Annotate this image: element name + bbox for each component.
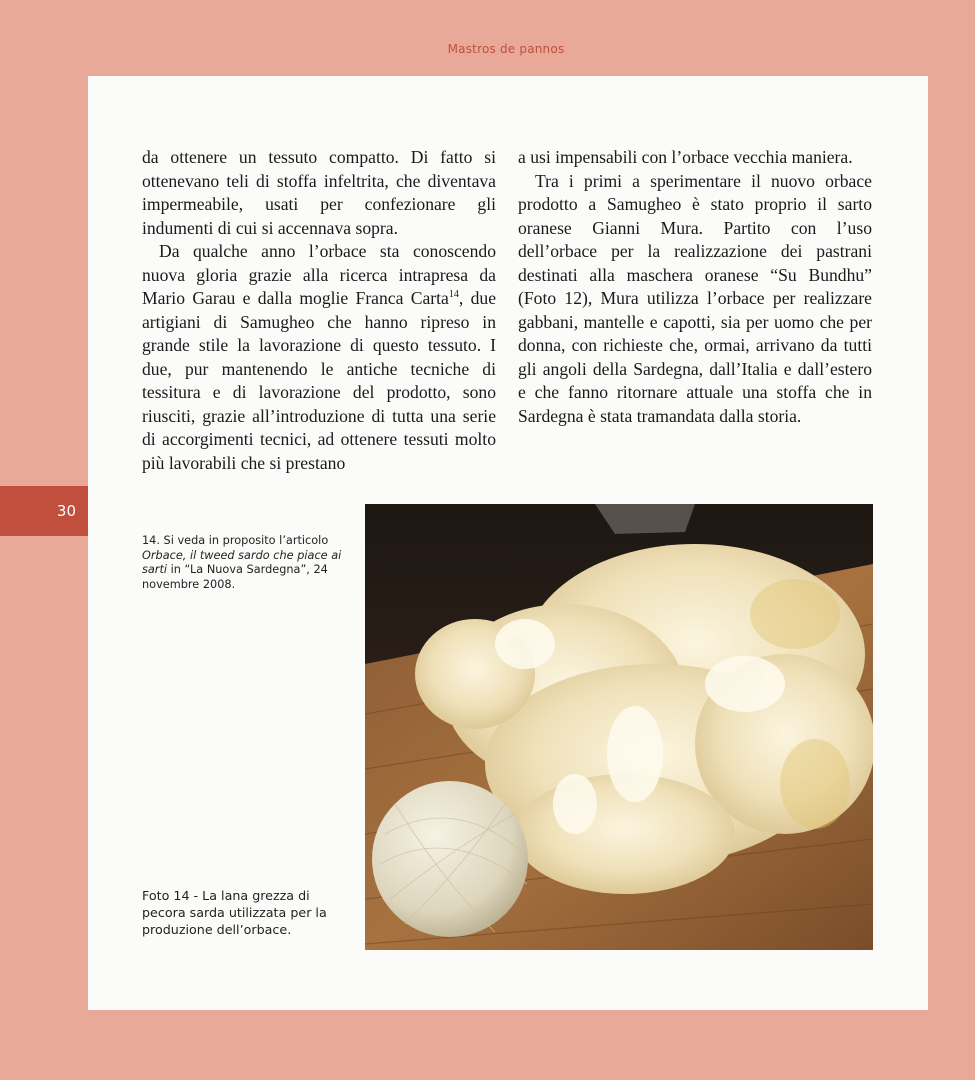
wool-photo-illustration xyxy=(365,504,873,950)
footnote-text: in “La Nuova Sardegna”, 24 novembre 2008. xyxy=(142,563,328,591)
paragraph: da ottenere un tessuto compatto. Di fatto si ottenevano teli di stoffa infeltrita, che diventava impermeabile, usati per confezionare gli indumenti di cui si accennava sopra. xyxy=(142,147,496,238)
paragraph: Tra i primi a sperimentare il nuovo orbace prodotto a Samugheo è stato proprio il sarto oranese Gianni Mura. Partito con l’uso dell’orbace per la realizzazione dei pastrani destinati alla maschera oranese “Su Bundhu” (Foto 12), Mura utilizza l’orbace per realizzare gabbani, mantelle e capotti, sia per uomo che per donna, con richieste che, ormai, arrivano da tutti gli angoli della Sardegna, dall’Italia e dall’estero e che fanno ritornare attuale una stoffa che in Sardegna è stata tramandata dalla storia. xyxy=(518,170,872,426)
paragraph-text: , due artigiani di Samugheo che hanno ripreso in grande stile la lavorazione di questo tessuto. I due, pur mantenendo le antiche tecniche di tessitura e di lavorazione del prodotto, sono riusciti, grazie all’introduzione di tutta una serie di accorgimenti tecnici, ad ottenere tessuti molto più lavorabili che si prestano xyxy=(142,288,497,473)
photo-caption: Foto 14 - La lana grezza di pecora sarda utilizzata per la produzione dell’orbace. xyxy=(142,888,327,937)
paragraph: a usi impensabili con l’orbace vecchia maniera. xyxy=(518,147,853,167)
footnote-text: Si veda in proposito l’articolo xyxy=(159,534,329,547)
paragraph-text: Da qualche anno l’orbace sta conoscendo nuova gloria grazie alla ricerca intrapresa da Mario Garau e dalla moglie Franca Carta xyxy=(142,241,496,308)
paragraph xyxy=(142,240,496,475)
article-title: Orbace, il tweed sardo che piace ai sarti xyxy=(142,548,342,577)
wool-photo xyxy=(365,504,873,950)
page-number: 30 xyxy=(0,486,88,536)
text-column-left xyxy=(142,146,496,475)
footnote xyxy=(142,534,352,592)
footnote-reference[interactable]: 14 xyxy=(448,289,459,301)
footnote-number: 14. xyxy=(142,534,160,547)
running-header: Mastros de pannos xyxy=(447,42,565,56)
text-column-right xyxy=(518,146,872,428)
